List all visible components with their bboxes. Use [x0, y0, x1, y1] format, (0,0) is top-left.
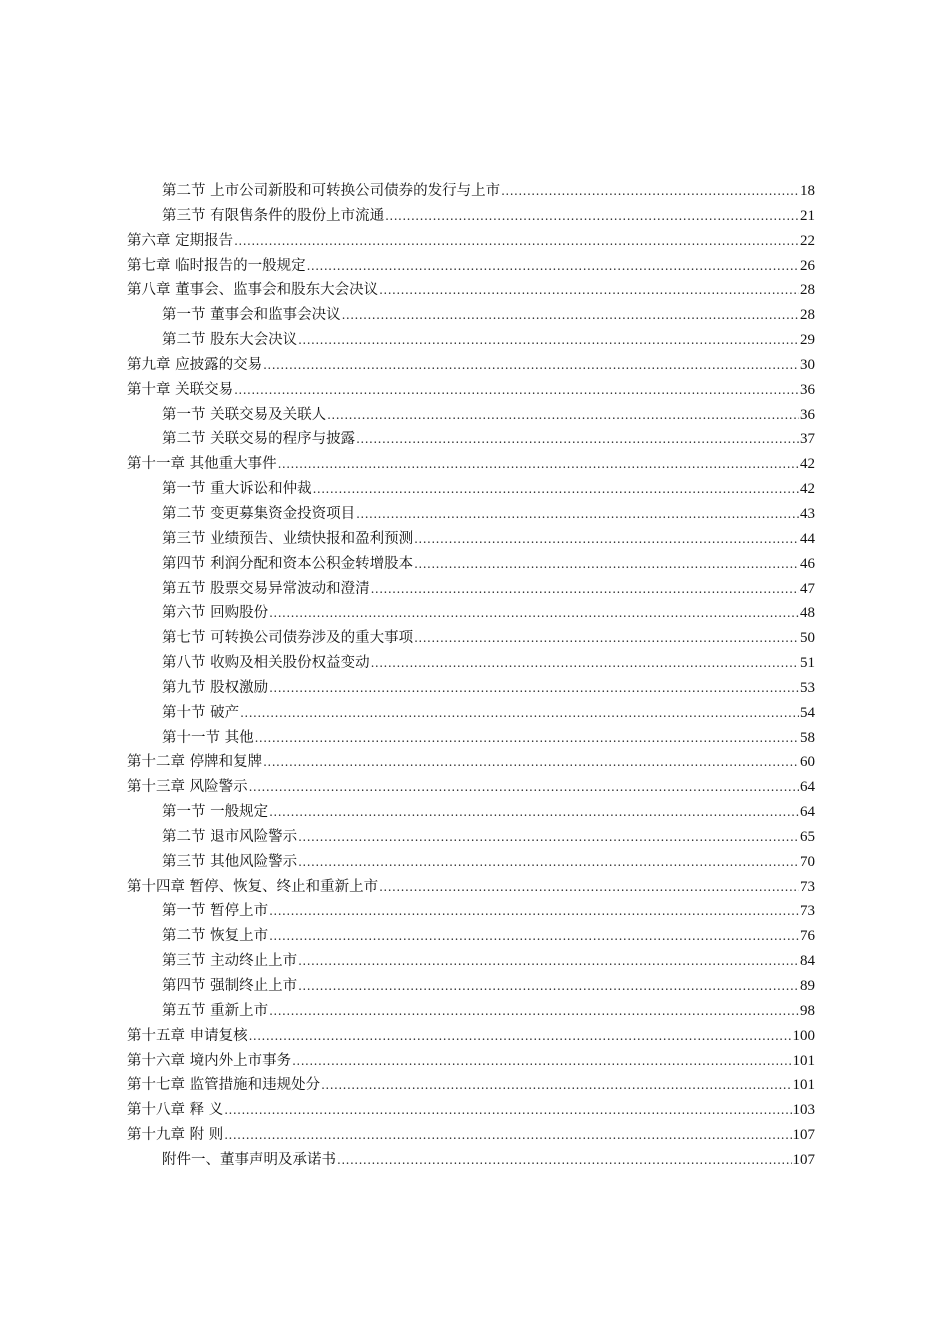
toc-entry-label: 第十五章 申请复核: [127, 1027, 248, 1044]
toc-entry-label: 第九章 应披露的交易: [127, 356, 263, 373]
toc-dot-leader: [356, 502, 799, 527]
toc-dot-leader: [263, 353, 799, 378]
toc-section-entry[interactable]: [127, 726, 815, 751]
toc-entry-label: 第十六章 境内外上市事务: [127, 1052, 292, 1069]
toc-dot-leader: [234, 229, 799, 254]
toc-page-number: 21: [800, 207, 815, 224]
toc-dot-leader: [379, 875, 799, 900]
toc-page-number: 43: [800, 505, 815, 522]
toc-entry-label: 第十三章 风险警示: [127, 779, 248, 796]
toc-entry-label: 第六章 定期报告: [127, 232, 234, 249]
toc-entry-label: 第十章 关联交易: [127, 381, 234, 398]
toc-entry-label: 第一节 重大诉讼和仲裁: [162, 481, 312, 498]
toc-section-entry[interactable]: [127, 1148, 815, 1173]
toc-dot-leader: [298, 949, 799, 974]
toc-dot-leader: [269, 676, 799, 701]
toc-page-number: 89: [800, 978, 815, 994]
toc-section-entry[interactable]: [127, 601, 815, 626]
toc-dot-leader: [269, 601, 799, 626]
toc-section-entry[interactable]: [127, 974, 815, 999]
toc-chapter-entry[interactable]: [127, 278, 815, 303]
toc-chapter-entry[interactable]: [127, 1049, 815, 1074]
toc-chapter-entry[interactable]: [127, 875, 815, 900]
toc-section-entry[interactable]: [127, 328, 815, 353]
toc-page-number: 51: [800, 655, 815, 672]
toc-entry-label: 第七章 临时报告的一般规定: [127, 257, 306, 274]
toc-entry-label: 第十一章 其他重大事件: [127, 456, 277, 473]
toc-page-number: 28: [800, 307, 815, 324]
toc-page-number: 44: [800, 530, 815, 547]
toc-section-entry[interactable]: [127, 825, 815, 850]
toc-dot-leader: [255, 726, 799, 751]
toc-dot-leader: [321, 1073, 791, 1098]
toc-section-entry[interactable]: [127, 626, 815, 651]
toc-dot-leader: [269, 800, 799, 825]
toc-entry-label: 第五节 重新上市: [162, 1002, 269, 1019]
toc-page-number: 60: [800, 754, 815, 771]
toc-entry-label: 第二节 上市公司新股和可转换公司债券的发行与上市: [162, 183, 501, 199]
toc-entry-label: 第六节 回购股份: [162, 605, 269, 622]
toc-chapter-entry[interactable]: [127, 254, 815, 279]
toc-page-number: 28: [800, 282, 815, 299]
toc-page-number: 48: [800, 605, 815, 622]
toc-dot-leader: [240, 701, 799, 726]
toc-entry-label: 第三节 主动终止上市: [162, 953, 298, 970]
toc-section-entry[interactable]: [127, 427, 815, 452]
toc-section-entry[interactable]: [127, 949, 815, 974]
toc-dot-leader: [249, 1024, 792, 1049]
toc-dot-leader: [224, 1123, 791, 1148]
toc-dot-leader: [501, 179, 799, 204]
toc-dot-leader: [371, 651, 799, 676]
toc-page-number: 53: [800, 679, 815, 696]
toc-dot-leader: [313, 477, 799, 502]
toc-dot-leader: [298, 328, 799, 353]
toc-section-entry[interactable]: [127, 477, 815, 502]
toc-dot-leader: [278, 452, 799, 477]
toc-entry-label: 第七节 可转换公司债券涉及的重大事项: [162, 630, 414, 647]
toc-page-number: 73: [800, 878, 815, 895]
toc-page-number: 47: [800, 580, 815, 597]
toc-section-entry[interactable]: [127, 303, 815, 328]
toc-dot-leader: [371, 577, 799, 602]
toc-page-number: 76: [800, 928, 815, 945]
toc-entry-label: 第一节 关联交易及关联人: [162, 406, 327, 423]
toc-dot-leader: [414, 626, 799, 651]
toc-entry-label: 第十九章 附 则: [127, 1127, 224, 1144]
toc-entry-label: 第十七章 监管措施和违规处分: [127, 1077, 321, 1094]
toc-entry-label: 第十节 破产: [162, 704, 240, 721]
toc-page-number: 101: [792, 1052, 815, 1069]
toc-page-number: 37: [800, 431, 815, 448]
toc-entry-label: 第二节 变更募集资金投资项目: [162, 505, 356, 522]
toc-entry-label: 第十一节 其他: [162, 729, 254, 746]
toc-dot-leader: [414, 527, 799, 552]
toc-section-entry[interactable]: [127, 403, 815, 428]
toc-entry-label: 第五节 股票交易异常波动和澄清: [162, 580, 370, 597]
toc-page-number: 107: [792, 1151, 815, 1168]
toc-dot-leader: [356, 427, 799, 452]
toc-page-number: 58: [800, 729, 815, 746]
toc-dot-leader: [249, 775, 799, 800]
toc-entry-label: 第一节 董事会和监事会决议: [162, 307, 341, 324]
toc-dot-leader: [234, 378, 799, 403]
toc-dot-leader: [337, 1148, 792, 1173]
toc-section-entry[interactable]: [127, 999, 815, 1024]
toc-entry-label: 第十八章 释 义: [127, 1102, 224, 1119]
toc-entry-label: 第十二章 停牌和复牌: [127, 754, 263, 771]
toc-section-entry[interactable]: [127, 577, 815, 602]
toc-page-number: 22: [800, 232, 815, 249]
toc-entry-label: 第一节 暂停上市: [162, 903, 269, 920]
toc-page-number: 107: [792, 1127, 815, 1144]
toc-dot-leader: [385, 204, 799, 229]
toc-page-number: 100: [792, 1027, 815, 1044]
toc-dot-leader: [269, 999, 799, 1024]
table-of-contents: [127, 179, 815, 1173]
toc-entry-label: 第三节 业绩预告、业绩快报和盈利预测: [162, 530, 414, 547]
toc-dot-leader: [269, 924, 799, 949]
toc-dot-leader: [327, 403, 799, 428]
toc-page-number: 36: [800, 406, 815, 423]
toc-section-entry[interactable]: [127, 651, 815, 676]
toc-section-entry[interactable]: [127, 179, 815, 204]
toc-dot-leader: [224, 1098, 791, 1123]
toc-chapter-entry[interactable]: [127, 1098, 815, 1123]
toc-page-number: 64: [800, 804, 815, 821]
toc-page-number: 42: [800, 456, 815, 473]
toc-page-number: 42: [800, 481, 815, 498]
toc-chapter-entry[interactable]: [127, 1123, 815, 1148]
toc-page-number: 36: [800, 381, 815, 398]
toc-dot-leader: [414, 552, 799, 577]
toc-entry-label: 第二节 关联交易的程序与披露: [162, 431, 356, 448]
toc-dot-leader: [307, 254, 799, 279]
toc-page-number: 54: [800, 704, 815, 721]
toc-chapter-entry[interactable]: [127, 775, 815, 800]
toc-page-number: 64: [800, 779, 815, 796]
toc-page-number: 84: [800, 953, 815, 970]
toc-dot-leader: [298, 974, 799, 999]
toc-section-entry[interactable]: [127, 924, 815, 949]
toc-section-entry[interactable]: [127, 701, 815, 726]
toc-entry-label: 第四节 强制终止上市: [162, 978, 298, 994]
toc-entry-label: 第二节 恢复上市: [162, 928, 269, 945]
toc-chapter-entry[interactable]: [127, 353, 815, 378]
toc-page-number: 18: [800, 183, 815, 199]
toc-entry-label: 第二节 退市风险警示: [162, 828, 298, 845]
toc-dot-leader: [342, 303, 799, 328]
toc-entry-label: 第一节 一般规定: [162, 804, 269, 821]
toc-page-number: 70: [800, 853, 815, 870]
toc-entry-label: 第四节 利润分配和资本公积金转增股本: [162, 555, 414, 572]
toc-chapter-entry[interactable]: [127, 378, 815, 403]
toc-section-entry[interactable]: [127, 676, 815, 701]
toc-chapter-entry[interactable]: [127, 750, 815, 775]
toc-page-number: 103: [792, 1102, 815, 1119]
toc-chapter-entry[interactable]: [127, 1024, 815, 1049]
toc-entry-label: 第三节 其他风险警示: [162, 853, 298, 870]
toc-page-number: 29: [800, 332, 815, 349]
toc-dot-leader: [263, 750, 799, 775]
toc-page-number: 50: [800, 630, 815, 647]
toc-dot-leader: [269, 899, 799, 924]
toc-entry-label: 第八节 收购及相关股份权益变动: [162, 655, 370, 672]
toc-entry-label: 第三节 有限售条件的股份上市流通: [162, 207, 385, 224]
toc-section-entry[interactable]: [127, 527, 815, 552]
toc-page-number: 46: [800, 555, 815, 572]
toc-section-entry[interactable]: [127, 899, 815, 924]
toc-section-entry[interactable]: [127, 502, 815, 527]
toc-section-entry[interactable]: [127, 800, 815, 825]
toc-entry-label: 第二节 股东大会决议: [162, 332, 298, 349]
toc-section-entry[interactable]: [127, 552, 815, 577]
toc-page-number: 26: [800, 257, 815, 274]
toc-entry-label: 第八章 董事会、监事会和股东大会决议: [127, 282, 379, 299]
toc-section-entry[interactable]: [127, 850, 815, 875]
toc-entry-label: 第十四章 暂停、恢复、终止和重新上市: [127, 878, 379, 895]
toc-entry-label: 附件一、董事声明及承诺书: [162, 1151, 336, 1168]
toc-chapter-entry[interactable]: [127, 229, 815, 254]
toc-section-entry[interactable]: [127, 204, 815, 229]
toc-page-number: 65: [800, 828, 815, 845]
toc-dot-leader: [292, 1049, 791, 1074]
toc-page-number: 98: [800, 1002, 815, 1019]
toc-page-number: 73: [800, 903, 815, 920]
toc-dot-leader: [379, 278, 799, 303]
toc-entry-label: 第九节 股权激励: [162, 679, 269, 696]
toc-page-number: 30: [800, 356, 815, 373]
toc-page-number: 101: [792, 1077, 815, 1094]
toc-dot-leader: [298, 850, 799, 875]
toc-chapter-entry[interactable]: [127, 452, 815, 477]
toc-dot-leader: [298, 825, 799, 850]
toc-chapter-entry[interactable]: [127, 1073, 815, 1098]
